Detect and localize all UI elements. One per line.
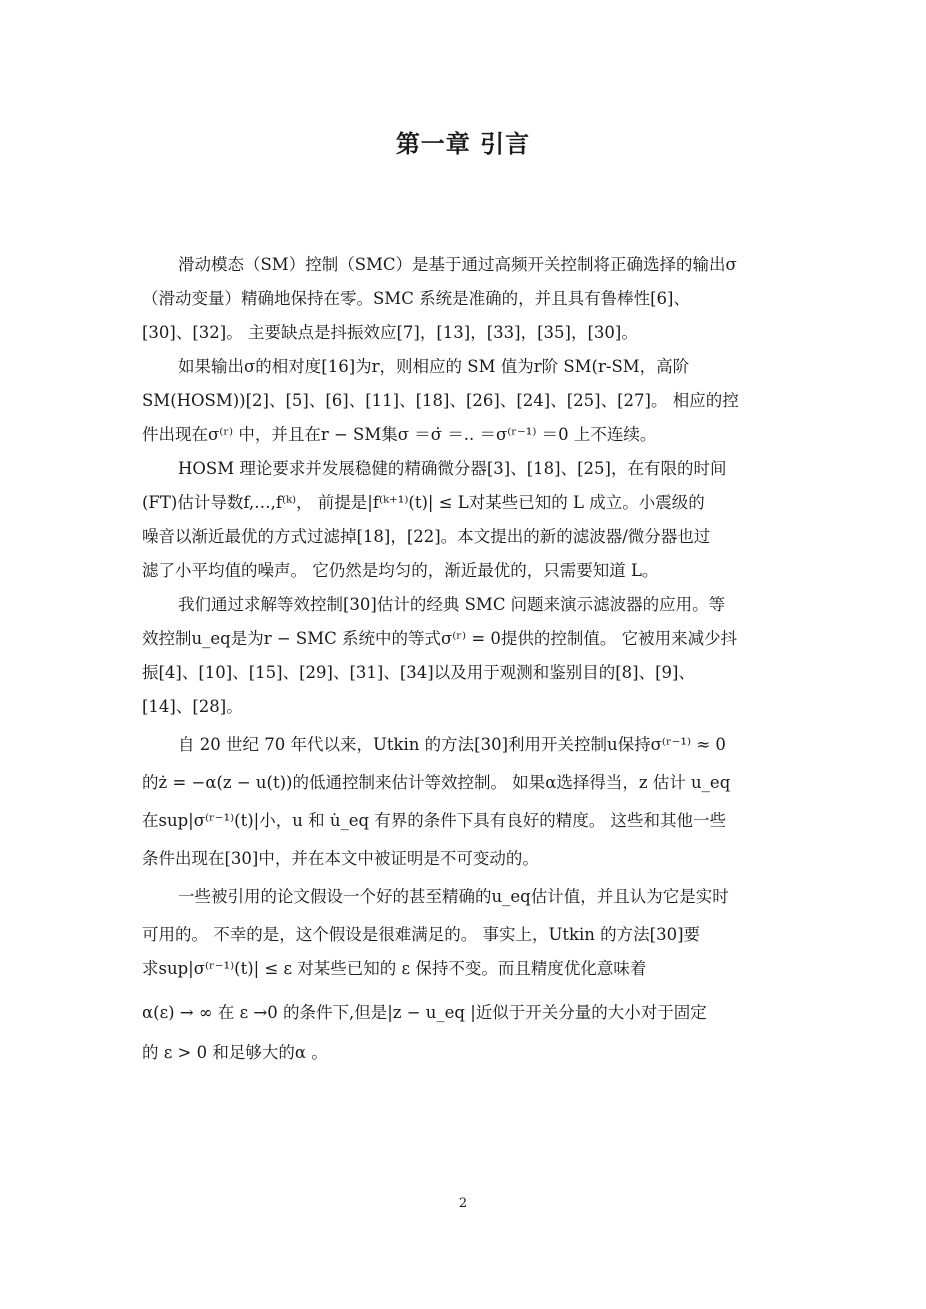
text-line: 可用的。 不幸的是，这个假设是很难满足的。 事实上，Utkin 的方法[30]要 [142,925,701,944]
text-line: 的ż = −α(z − u(t))的低通控制来估计等效控制。 如果α选择得当，z 估计 u_eq [142,773,731,792]
text-line: [14]、[28]。 [142,697,243,716]
body-text [142,248,786,1070]
text-line: HOSM 理论要求并发展稳健的精确微分器[3]、[18]、[25]，在有限的时间 [178,459,727,478]
text-line: 我们通过求解等效控制[30]估计的经典 SMC 问题来演示滤波器的应用。等 [178,595,726,614]
text-line: 振[4]、[10]、[15]、[29]、[31]、[34]以及用于观测和鉴别目的[8]、[9]、 [142,663,695,682]
text-line: 噪音以渐近最优的方式过滤掉[18]，[22]。本文提出的新的滤波器/微分器也过 [142,527,711,546]
text-line: 在sup|σ⁽ʳ⁻¹⁾(t)|小，u 和 u̇_eq 有界的条件下具有良好的精度。 这些和其他一些 [142,811,727,830]
text-line: 滑动模态（SM）控制（SMC）是基于通过高频开关控制将正确选择的输出σ [178,255,737,274]
text-line: 件出现在σ⁽ʳ⁾ 中，并且在r − SM集σ ＝σ̇ ＝.. ＝σ⁽ʳ⁻¹⁾ ＝0 上不连续。 [142,425,657,444]
text-line: α(ε) → ∞ 在 ε →0 的条件下,但是|z − u_eq |近似于开关分量的大小对于固定 [142,1003,707,1022]
text-line: 一些被引用的论文假设一个好的甚至精确的u_eq估计值，并且认为它是实时 [178,887,729,906]
text-line: 滤了小平均值的噪声。 它仍然是均匀的，渐近最优的，只需要知道 L。 [142,561,659,580]
text-line: 条件出现在[30]中，并在本文中被证明是不可变动的。 [142,849,539,868]
text-line: 自 20 世纪 70 年代以来，Utkin 的方法[30]利用开关控制u保持σ⁽ʳ⁻¹⁾ ≈ 0 [178,735,726,754]
text-line: [30]、[32]。 主要缺点是抖振效应[7]，[13]，[33]，[35]，[30]。 [142,323,638,342]
text-line: 求sup|σ⁽ʳ⁻¹⁾(t)| ≤ ε 对某些已知的 ε 保持不变。而且精度优化意味着 [142,959,647,978]
text-line: （滑动变量）精确地保持在零。SMC 系统是准确的，并且具有鲁棒性[6]、 [142,289,690,308]
text-line: (FT)估计导数f,…,f⁽ᵏ⁾， 前提是|f⁽ᵏ⁺¹⁾(t)| ≤ L对某些已知的 L 成立。小震级的 [142,493,705,512]
text-line: SM(HOSM))[2]、[5]、[6]、[11]、[18]、[26]、[24]、[25]、[27]。 相应的控 [142,391,739,410]
text-line: 如果输出σ的相对度[16]为r，则相应的 SM 值为r阶 SM(r-SM，高阶 [178,357,690,376]
text-line: 效控制u_eq是为r − SMC 系统中的等式σ⁽ʳ⁾ = 0提供的控制值。 它被用来减少抖 [142,629,738,648]
page-number: 2 [458,1196,468,1211]
chapter-title: 第一章 引言 [395,130,531,158]
text-line: 的 ε > 0 和足够大的α 。 [142,1043,328,1062]
